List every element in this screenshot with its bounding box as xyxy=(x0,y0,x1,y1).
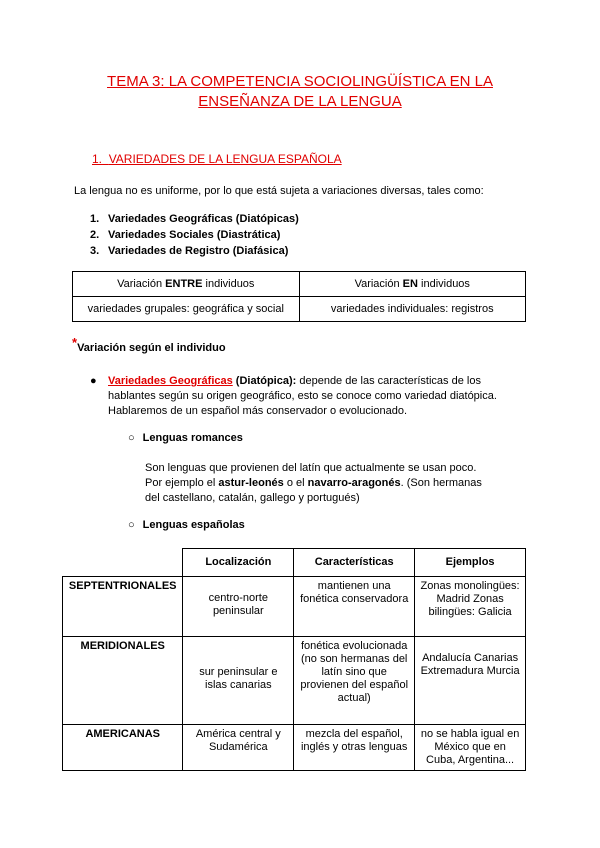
bullet-geograficas: ● Variedades Geográficas (Diatópica): depende de las características de los hablantes según su origen geográfico, esto se conoce como variedad diatópica. Hablaremos de un español más conservador o evolucionado. xyxy=(90,375,497,417)
bullet-dot-icon: ● xyxy=(90,375,97,387)
table-row xyxy=(63,577,526,637)
circle-bullet-icon: ○ xyxy=(128,432,135,444)
table-cell: mantienen una fonética conservadora xyxy=(294,577,415,637)
romances-paragraph: Son lenguas que provienen del latín que actualmente se usan poco. Por ejemplo el astur-leonés o el navarro-aragonés. (Son hermanas del castellano, catalán, gallego y portugués) xyxy=(145,462,482,504)
circle-bullet-icon: ○ xyxy=(128,519,135,531)
table-cell xyxy=(63,549,183,577)
row-header-cell: MERIDIONALES xyxy=(63,637,183,725)
table-header-cell: Ejemplos xyxy=(415,549,526,577)
section-heading xyxy=(92,152,342,166)
title-line-1: TEMA 3: LA COMPETENCIA SOCIOLINGÜÍSTICA EN LA xyxy=(107,73,493,90)
table-cell: mezcla del español, inglés y otras lenguas xyxy=(294,725,415,771)
varieties-list xyxy=(90,211,299,259)
table-header-cell: Características xyxy=(294,549,415,577)
individuo-heading: *Variación según el individuo xyxy=(72,335,226,354)
asterisk-mark: * xyxy=(72,335,78,350)
table-cell: variedades grupales: geográfica y social xyxy=(73,297,300,322)
table-cell: América central y Sudamérica xyxy=(183,725,294,771)
geograficas-link[interactable]: Variedades Geográficas xyxy=(108,375,233,387)
subheading-espanolas: ○ Lenguas españolas xyxy=(128,519,245,531)
document-title xyxy=(0,72,600,112)
table-cell: centro-norte peninsular xyxy=(183,577,294,637)
lenguas-table xyxy=(62,548,526,771)
table-cell: fonética evolucionada (no son hermanas del latín sino que provienen del español actual) xyxy=(294,637,415,725)
intro-paragraph: La lengua no es uniforme, por lo que está sujeta a variaciones diversas, tales como: xyxy=(74,185,484,197)
table-cell: variedades individuales: registros xyxy=(299,297,526,322)
table-cell: Variación EN individuos xyxy=(299,272,526,297)
table-row xyxy=(63,725,526,771)
table-cell: sur peninsular e islas canarias xyxy=(183,637,294,725)
subheading-romances: ○ Lenguas romances xyxy=(128,432,243,444)
row-header-cell: SEPTENTRIONALES xyxy=(63,577,183,637)
table-cell: no se habla igual en México que en Cuba, Argentina... xyxy=(415,725,526,771)
table-cell: Variación ENTRE individuos xyxy=(73,272,300,297)
table-row xyxy=(73,272,526,297)
title-line-2: ENSEÑANZA DE LA LENGUA xyxy=(198,93,402,110)
section-number: 1. xyxy=(92,152,103,166)
list-item: 2. Variedades Sociales (Diastrática) xyxy=(90,229,281,241)
table-cell: Andalucía Canarias Extremadura Murcia xyxy=(415,637,526,725)
list-item: 1. Variedades Geográficas (Diatópicas) xyxy=(90,213,299,225)
table-header-cell: Localización xyxy=(183,549,294,577)
row-header-cell: AMERICANAS xyxy=(63,725,183,771)
list-item: 3. Variedades de Registro (Diafásica) xyxy=(90,245,289,257)
table-row xyxy=(73,297,526,322)
table-header-row xyxy=(63,549,526,577)
table-row xyxy=(63,637,526,725)
section-label: VARIEDADES DE LA LENGUA ESPAÑOLA xyxy=(108,152,342,166)
variation-table xyxy=(72,271,526,322)
table-cell: Zonas monolingües: Madrid Zonas bilingües: Galicia xyxy=(415,577,526,637)
